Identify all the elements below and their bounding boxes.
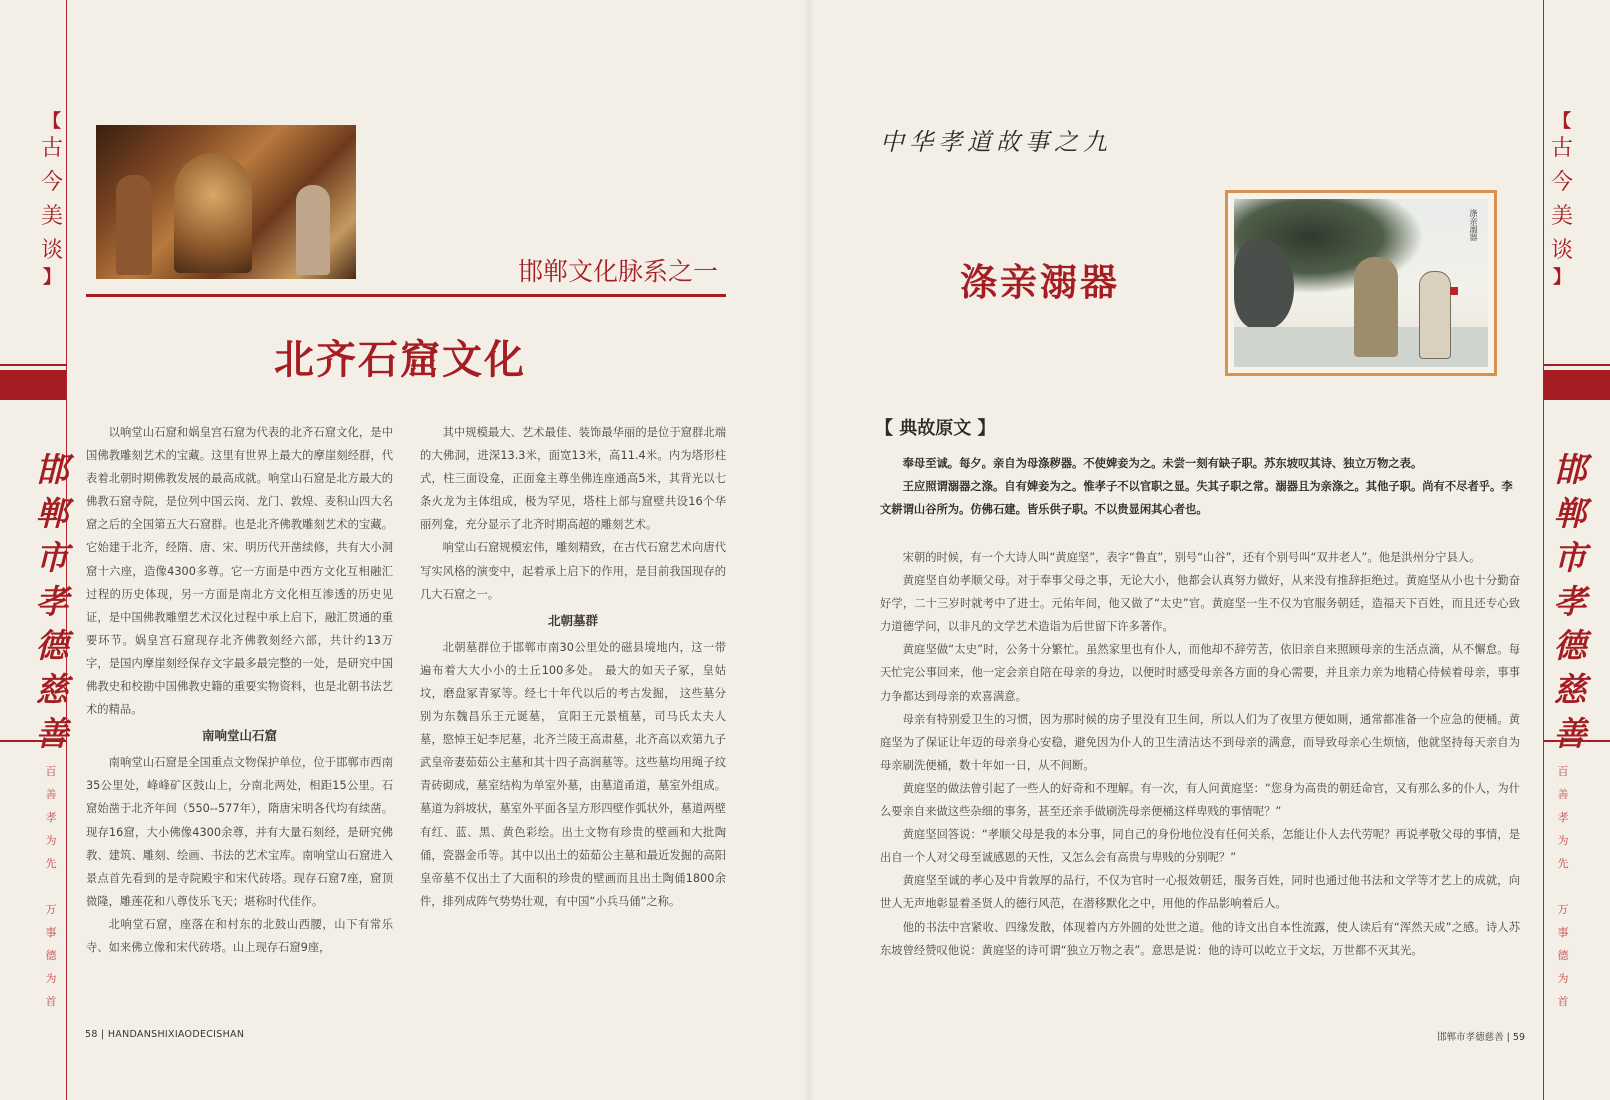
page-folio-right: 邯郸市孝德慈善 | 59 (1437, 1032, 1525, 1043)
right-motto-1 (1548, 760, 1578, 875)
left-motto-2 (36, 898, 66, 1013)
left-red-band (0, 370, 66, 400)
subheading-northern-tombs: 北朝墓群 (547, 612, 598, 628)
bracket-open: 【 (1553, 111, 1571, 132)
paragraph: 宋朝的时候，有一个大诗人叫“黄庭坚”，表字“鲁直”，别号“山谷”，还有个别号叫“双井老人”。他是洪州分宁县人。 (902, 551, 1481, 564)
motto-char: 先 (1557, 857, 1569, 870)
article-column-2 (420, 421, 726, 913)
bracket-open: 【 (43, 111, 61, 132)
original-text (880, 452, 1520, 521)
motto-char: 百 (45, 765, 57, 778)
subheading-south-xiangtang: 南响堂山石窟 (201, 728, 277, 744)
paragraph: 奉母至诚。每夕。亲自为母涤秽器。不使婢妾为之。未尝一刻有缺子职。苏东坡叹其诗、独立万物之表。 (902, 457, 1423, 470)
paragraph: 黄庭坚至诚的孝心及中肯敦厚的品行，不仅为官时一心报效朝廷，服务百姓，同时也通过他书法和文学等才艺上的成就，向世人无声地彰显着圣贤人的德行风范，在潜移默化之中，用他的作品影响着后人。 (880, 874, 1520, 911)
motto-char: 首 (1557, 995, 1569, 1008)
paragraph: 北朝墓群位于邯郸市南30公里处的磁县境地内，这一带遍布着大大小小的土丘100多处。 最大的如天子冢，皇姑坟，磨盘冢青冢等。经七十年代以后的考古发掘， 这些墓分别为东魏昌乐王元诞墓， 宣阳王元景植墓，司马氏太夫人墓，愍悼王妃李尼墓，北齐兰陵王高肃墓，北齐高以欢第九子武皇帝妻茹茹公主墓和其十四子高润墓等。这些墓均用绳子纹青砖砌成，墓室结构为单室外墓，由墓道甬道，墓室外组成。墓道为斜坡状，墓室外平面各呈方形四壁作弧状外，墓道两壁有红、蓝、黑、黄色彩绘。出土文物有珍贵的壁画和大批陶俑，瓷器金币等。其中以出土的茹茹公主墓和最近发掘的高阳皇帝墓不仅出土了大面积的珍贵的壁画而且出土陶俑1800余件，排列成阵气势势壮观，有中国“小兵马俑”之称。 (420, 640, 726, 908)
paragraph: 北响堂石窟，座落在和村东的北鼓山西腰，山下有常乐寺、如来佛立像和宋代砖塔。山上现存石窟9座， (86, 917, 393, 954)
motto-char: 德 (45, 949, 57, 962)
motto-char: 事 (1557, 926, 1569, 939)
paragraph: 王应照谓溺器之涤。自有婢妾为之。惟孝子不以官职之显。失其子职之常。溺器且为亲涤之。其他子职。尚有不尽者乎。李文耕谓山谷所为。仿佛石建。皆乐供子职。不以贵显闲其心者也。 (880, 480, 1513, 517)
illustration-figure-servant (1419, 271, 1451, 359)
paragraph: 黄庭坚的做法曾引起了一些人的好奇和不理解。有一次，有人问黄庭坚：“您身为高贵的朝廷命官，又有那么多的仆人，为什么要亲自来做这些杂细的事务，甚至还亲手做刷洗母亲便桶这样卑贱的事情呢？” (880, 781, 1520, 819)
side-tag-char: 今 (40, 170, 63, 195)
right-red-line-top (1543, 364, 1610, 366)
paragraph: 他的书法中宫紧收、四缘发散，体现着内方外圆的处世之道。他的诗文出自本性流露，使人读后有“浑然天成”之感。诗人苏东坡曾经赞叹他说：黄庭坚的诗可谓“独立万物之表”。意思是说：他的诗可以屹立于文坛，万世都不灭其光。 (880, 920, 1520, 957)
original-text-heading: 【 典故原文 】 (875, 418, 996, 439)
side-tag-char: 今 (1550, 170, 1573, 195)
motto-char: 先 (45, 857, 57, 870)
motto-char: 为 (45, 834, 57, 847)
photo-statue-right (296, 185, 330, 275)
right-calligraphy: 邯郸市孝德慈善 (1553, 450, 1587, 753)
motto-char: 万 (45, 903, 57, 916)
paragraph: 南响堂山石窟是全国重点文物保护单位，位于邯郸市西南35公里处，峰峰矿区鼓山上，分南北两处，相距15公里。石窟始凿于北齐年间（550--577年），隋唐宋明各代均有续凿。现存16窟，大小佛像4300余尊，并有大量石刻经，是研究佛教、建筑、雕刻、绘画、书法的艺术宝库。南响堂山石窟进入景点首先看到的是寺院殿宇和宋代砖塔。现存石窟7座，窟顶微隆，雕莲花和八尊伎乐飞天；堪称时代佳作。 (86, 756, 393, 908)
illustration-figure-official (1354, 257, 1398, 357)
left-motto-1 (36, 760, 66, 875)
motto-char: 善 (1557, 788, 1569, 801)
bracket-close: 】 (1553, 267, 1571, 288)
left-side-tag (32, 112, 72, 288)
page-folio-left: 58 | HANDANSHIXIAODECISHAN (85, 1029, 245, 1040)
side-tag-char: 美 (1550, 204, 1573, 229)
right-red-band (1543, 370, 1610, 400)
side-tag-char: 古 (40, 136, 63, 161)
illustration-canvas (1234, 199, 1488, 367)
left-calligraphy: 邯郸市孝德慈善 (35, 450, 69, 753)
motto-char: 百 (1557, 765, 1569, 778)
series-heading: 中华孝道故事之九 (880, 128, 1112, 156)
side-tag-char: 谈 (1550, 238, 1573, 263)
right-side-tag (1543, 112, 1581, 288)
motto-char: 善 (45, 788, 57, 801)
motto-char: 万 (1557, 903, 1569, 916)
motto-char: 为 (45, 972, 57, 985)
bracket-close: 】 (43, 267, 61, 288)
story-title: 涤亲溺器 (960, 260, 1120, 304)
motto-char: 为 (1557, 834, 1569, 847)
motto-char: 德 (1557, 949, 1569, 962)
motto-char: 事 (45, 926, 57, 939)
paragraph: 以响堂山石窟和娲皇宫石窟为代表的北齐石窟文化，是中国佛教雕刻艺术的宝藏。这里有世界上最大的摩崖刻经群，代表着北朝时期佛教发展的最高成就。响堂山石窟是北方最大的佛教石窟寺院，是位列中国云岗、龙门、敦煌、麦积山四大名窟之后的全国第五大石窟群。也是北齐佛教雕刻艺术的宝藏。它始建于北齐，经隋、唐、宋、明历代开凿续修，共有大小洞窟十六座，造像4300多尊。它一方面是中西方文化互相融汇过程的历史体现，另一方面是南北方文化相互渗透的历史见证，是中国佛教雕塑艺术汉化过程中承上启下，融汇贯通的重要环节。娲皇宫石窟现存北齐佛教刻经六部，共计约13万字，是国内摩崖刻经保存文字最多最完整的一处，是研究中国佛教史和校勘中国佛教史籍的重要实物资料，也是北朝书法艺术的精品。 (86, 426, 393, 717)
right-motto-2 (1548, 898, 1578, 1013)
paragraph: 响堂山石窟规模宏伟，雕刻精致，在古代石窟艺术向唐代写实风格的演变中，起着承上启下的作用，是目前我国现存的几大石窟之一。 (420, 541, 726, 601)
section-label: 邯郸文化脉系之一 (517, 257, 718, 286)
illustration-seal (1450, 287, 1458, 295)
motto-char: 为 (1557, 972, 1569, 985)
motto-char: 孝 (1557, 811, 1569, 824)
story-body (880, 546, 1520, 962)
motto-char: 首 (45, 995, 57, 1008)
illustration-verse: 涤亲溺器 (1469, 209, 1478, 241)
side-tag-char: 谈 (40, 238, 63, 263)
motto-char: 孝 (45, 811, 57, 824)
page-gutter (803, 0, 815, 1100)
grotto-buddha-photo (96, 125, 356, 279)
left-red-line-top (0, 364, 66, 366)
side-tag-char: 古 (1550, 136, 1573, 161)
photo-buddha-statue (174, 153, 252, 273)
paragraph: 黄庭坚回答说：“孝顺父母是我的本分事，同自己的身份地位没有任何关系，怎能让仆人去代劳呢？再说孝敬父母的事情，是出自一个人对父母至诚感恩的天性，又怎么会有高贵与卑贱的分别呢？” (880, 828, 1520, 865)
paragraph: 其中规模最大、艺术最佳、装饰最华丽的是位于窟群北端的大佛洞，进深13.3米，面宽13米，高11.4米。内为塔形柱式，柱三面设龛，正面龛主尊坐佛连座通高5米，其背光以七条火龙为主体组成，极为罕见，塔柱上部与窟壁共设16个华丽列龛，充分显示了北齐时期高超的雕刻艺术。 (420, 426, 726, 532)
paragraph: 黄庭坚做“太史”时，公务十分繁忙。虽然家里也有仆人，而他却不辞劳苦，依旧亲自来照顾母亲的生活点滴，从不懈怠。每天忙完公事回来，他一定会亲自陪在母亲的身边，以便时时感受母亲各方面的身心需要，并且亲力亲为地精心侍候着母亲，事事力争都达到母亲的欢喜满意。 (880, 643, 1520, 703)
article-column-1 (86, 421, 393, 959)
side-tag-char: 美 (40, 204, 63, 229)
paragraph: 黄庭坚自幼孝顺父母。对于奉事父母之事，无论大小，他都会认真努力做好，从来没有推辞拒绝过。黄庭坚从小也十分勤奋好学，二十三岁时就考中了进士。元佑年间，他又做了“太史”官。黄庭坚一生不仅为官服务朝廷，造福天下百姓，而且还专心致力道德学问，以非凡的文学艺术造诣为后世留下许多著作。 (880, 574, 1520, 634)
section-divider (86, 294, 726, 297)
article-title: 北齐石窟文化 (274, 336, 526, 383)
photo-statue-left (116, 175, 152, 275)
story-illustration (1225, 190, 1497, 376)
paragraph: 母亲有特别爱卫生的习惯，因为那时候的房子里没有卫生间，所以人们为了夜里方便如厕，通常都准备一个应急的便桶。黄庭坚为了保证让年迈的母亲身心安稳，避免因为仆人的卫生清洁达不到母亲的满意，而导致母亲心生烦恼，他就坚持每天亲自为母亲刷洗便桶，数十年如一日，从不间断。 (880, 712, 1520, 772)
